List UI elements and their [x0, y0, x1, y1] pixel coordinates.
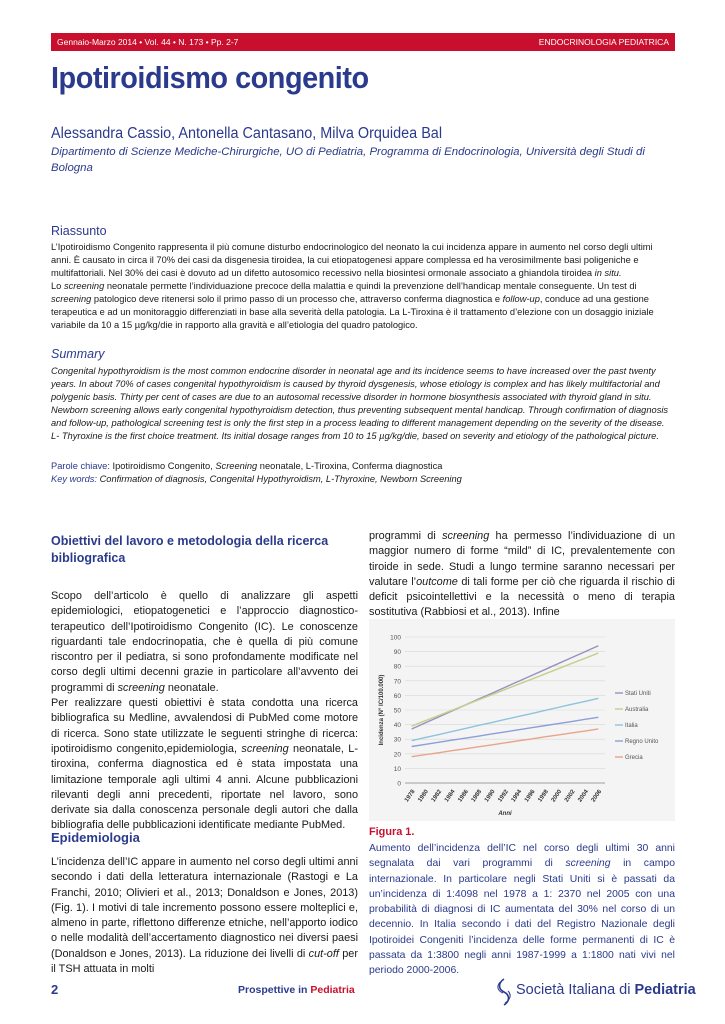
y-tick-label: 50	[393, 707, 401, 715]
incidence-line-chart	[369, 619, 675, 821]
epidemiologia-p1: L’incidenza dell’IC appare in aumento nel corso degli ultimi anni secondo i dati della letteratura internazionale (Rastogi e La Franchi, 2010; Olivieri et al., 2013; Donaldson e Jones, 2013) (Fig. 1). I motivi di tale incremento possono essere molteplici e, almeno in parte, riflettono differenze etniche, nell’apporto iodico o nelle modalità dell’accertamento diagnostico nei diversi paesi (Donaldson e Jones, 2013). La riduzione dei livelli di cut-off per il TSH attuata in molti	[51, 856, 358, 976]
y-tick-label: 10	[393, 765, 401, 773]
y-axis-label: Incidenza (N° IC/100.000)	[379, 674, 385, 746]
riassunto-p2: Lo screening neonatale permette l’individuazione precoce della malattia e quindi la prevenzione dell’handicap mentale conseguente. Un test di screening patologico deve ritenersi solo il primo passo di un processo che, attraverso conferma diagnostica e follow-up, conduce ad una gestione terapeutica e ad un monitoraggio differenziati in base alla severità della patologia. La L-Tiroxina è il trattamento d’elezione con un dosaggio iniziale variabile da 10 a 15 µg/kg/die in rapporto alla gravità e all’etiologia del quadro patologico.	[51, 281, 654, 330]
x-tick-label: 2000	[550, 789, 564, 804]
x-tick-label: 1996	[524, 789, 537, 804]
x-tick-label: 1992	[497, 789, 510, 804]
epidemiologia-body	[51, 855, 358, 977]
header-bar	[51, 33, 675, 51]
x-tick-label: 1988	[470, 789, 484, 804]
legend-label: Italia	[625, 723, 638, 729]
x-tick-label: 1984	[444, 789, 457, 804]
summary-body	[51, 365, 675, 443]
keywords-it: Parole chiave: Ipotiroidismo Congenito, Screening neonatale, L-Tiroxina, Conferma diagnostica	[51, 461, 443, 471]
obiettivi-p1: Scopo dell’articolo è quello di analizzare gli aspetti epidemiologici, etiopatogenetici e l’approccio diagnostico-terapeutico dell’Ipotiroidismo Congenito (IC). Le conoscenze riguardanti tale endocrinopatia, che è quella di più comune riscontro per il pediatra, si sono profondamente modificate nel corso degli ultimi decenni grazie in particolare all’avvento dei programmi di screening neonatale.	[51, 590, 358, 694]
legend-label: Australia	[625, 707, 649, 713]
page-number: 2	[51, 982, 59, 997]
x-tick-label: 1990	[484, 789, 497, 804]
right-column-text: programmi di screening ha permesso l’individuazione di un maggior numero di forme “mild” di IC, prevalentemente con tiroide in sede. Studi a lungo termine saranno necessari per valutare l’outcome di tali forme per ciò che riguarda il rischio di deficit psicointellettivi e la necessità o meno di terapia sostitutiva (Rabbiosi et al., 2013). Infine	[369, 530, 676, 619]
obiettivi-body	[51, 589, 358, 834]
y-tick-label: 60	[393, 692, 401, 700]
x-tick-label: 1978	[404, 789, 417, 804]
y-tick-label: 40	[393, 722, 401, 730]
obiettivi-p2: Per realizzare questi obiettivi è stata condotta una ricerca bibliografica su Medline, avvalendosi di PubMed come motore di ricerca. Sono state utilizzate le seguenti stringhe di ricerca: ipotiroidismo congenito,epidemiologia, screening neonatale, L-tiroxina, conferma diagnostica ed è stata impostata una limitazione temporale agli ultimi 4 anni. Alcune pubblicazioni rilevanti degli anni precedenti, riportate nel lavoro, sono derivate sia dalla conoscenza personale degli autori che dalla bibliografia delle pubblicazioni identificate mediante PubMed.	[51, 697, 358, 832]
legend-label: Regno Unito	[625, 739, 659, 745]
society-logo-icon	[494, 977, 514, 1007]
y-tick-label: 90	[393, 649, 401, 657]
authors: Alessandra Cassio, Antonella Cantasano, Milva Orquidea Bal	[51, 125, 443, 142]
x-tick-label: 2006	[590, 789, 604, 804]
x-tick-label: 1986	[457, 789, 470, 804]
legend-label: Grecia	[625, 755, 643, 761]
keywords-en: Key words: Confirmation of diagnosis, Congenital Hypothyroidism, L-Thyroxine, Newborn Screening	[51, 474, 462, 484]
y-tick-label: 70	[393, 678, 401, 686]
affiliation: Dipartimento di Scienze Mediche-Chirurgiche, UO di Pediatria, Programma di Endocrinologia, Università degli Studi di Bologna	[51, 146, 645, 174]
summary-heading: Summary	[51, 347, 105, 361]
figure-caption: Aumento dell’incidenza dell’IC nel corso degli ultimi 30 anni segnalata dai vari programmi di screening in campo internazionale. In particolare negli Stati Uniti si è passati da un’incidenza di 1:4098 nel 1978 a 1: 2370 nel 2005 con una probabilità di diagnosi di IC aumentata del 30% nel corso di un decennio. In Italia secondo i dati del Registro Nazionale degli Ipotiroidei Congeniti l’incidenza delle forme permanenti di IC è passata da 1:3800 negli anni 1987-1999 a 1:1800 nati vivi nel periodo 2000-2006.	[369, 843, 675, 977]
summary-p2: Newborn screening allows early congenital hypothyroidism detection, thus preventing subsequent mental handicap. Through confirmation of diagnosis and follow-up, pathological screening test is only the first step in a process leading to different management depending on the severity of the disease. L- Thyroxine is the first choice treatment. Its initial dosage ranges from 10 to 15 µg/kg/die, based on severity and etiology of the pathological picture.	[51, 405, 669, 441]
x-axis-label: Anni	[498, 811, 512, 817]
y-tick-label: 100	[390, 634, 401, 642]
y-tick-label: 80	[393, 663, 401, 671]
journal-name: Prospettive in Pediatria	[238, 984, 355, 996]
y-tick-label: 30	[393, 736, 401, 744]
summary-p1: Congenital hypothyroidism is the most common endocrine disorder in neonatal age and its incidence seems to have increased over the past twenty years. In about 70% of cases congenital hypothyroidism is caused by thyroid dysgenesis, whose etiology is complex and has likely multifactorial and polygenic basis. Thirty per cent of cases are due to an autosomal recessive disorder in hormone biosynthesis associated with thyroid gland in situ.	[51, 366, 660, 402]
epidemiologia-heading: Epidemiologia	[51, 830, 140, 845]
article-title: Ipotiroidismo congenito	[51, 60, 369, 95]
x-tick-label: 2004	[577, 789, 590, 804]
y-tick-label: 20	[393, 751, 401, 759]
legend-label: Stati Uniti	[625, 691, 651, 697]
riassunto-p1: L’Ipotiroidismo Congenito rappresenta il più comune disturbo endocrinologico del neonato la cui incidenza appare in aumento nel corso degli ultimi anni. È causato in circa il 70% dei casi da disgenesia tiroidea, la cui etiopatogenesi appare complessa ed ha verosimilmente basi poligeniche e multifattoriali. Nel 30% dei casi è dovuto ad un difetto autosomico recessivo nella biosintesi ormonale associato a ghiandola tiroidea in situ.	[51, 242, 653, 278]
y-tick-label: 0	[397, 780, 401, 788]
x-tick-label: 1998	[537, 789, 550, 804]
section-label: ENDOCRINOLOGIA PEDIATRICA	[538, 37, 669, 47]
x-tick-label: 1980	[417, 789, 430, 804]
society-name: Società Italiana di Pediatria	[516, 982, 696, 998]
riassunto-body	[51, 241, 675, 332]
x-tick-label: 1994	[510, 789, 524, 804]
figure-label: Figura 1.	[369, 826, 415, 838]
x-tick-label: 2002	[564, 789, 577, 804]
obiettivi-heading: Obiettivi del lavoro e metodologia della ricerca bibliografica	[51, 534, 329, 565]
x-tick-label: 1982	[430, 789, 444, 804]
riassunto-heading: Riassunto	[51, 224, 107, 238]
issue-info: Gennaio-Marzo 2014 • Vol. 44 • N. 173 • Pp. 2-7	[57, 37, 239, 47]
chart-background	[369, 619, 675, 821]
